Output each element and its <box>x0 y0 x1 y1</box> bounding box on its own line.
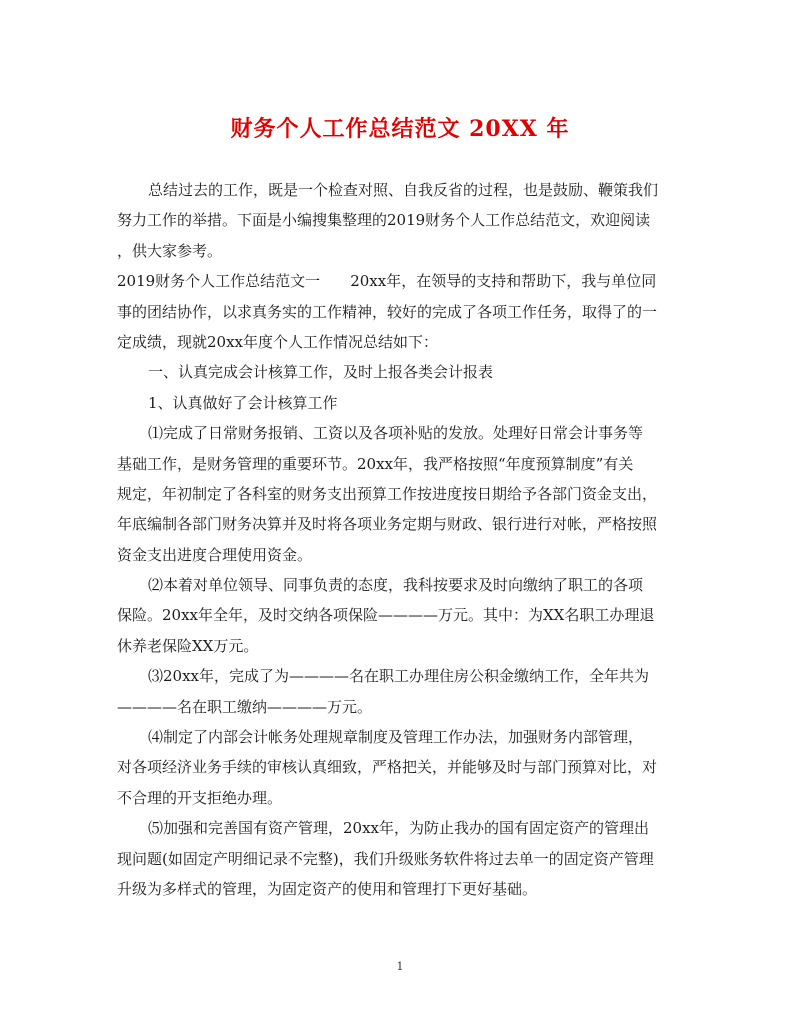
paragraph-line: 基础工作，是财务管理的重要环节。20xx年，我严格按照“年度预算制度”有关 <box>117 454 634 473</box>
paragraph-line: ⑷制定了内部会计帐务处理规章制度及管理工作办法，加强财务内部管理， <box>148 728 644 747</box>
paragraph-line: 升级为多样式的管理，为固定资产的使用和管理打下更好基础。 <box>117 879 538 898</box>
paragraph-line: 事的团结协作，以求真务实的工作精神，较好的完成了各项工作任务，取得了的一 <box>117 302 658 321</box>
paragraph-line: ⑸加强和完善国有资产管理，20xx年，为防止我办的国有固定资产的管理出 <box>148 819 650 838</box>
section-heading: 一、认真完成会计核算工作，及时上报各类会计报表 <box>148 363 494 382</box>
paragraph-line: ⑵本着对单位领导、同事负责的态度，我科按要求及时向缴纳了职工的各项 <box>148 576 644 595</box>
paragraph-line: 努力工作的举措。下面是小编搜集整理的2019财务个人工作总结范文，欢迎阅读 <box>117 211 651 230</box>
paragraph-line: ，供大家参考。 <box>117 241 223 260</box>
page-title: 财务个人工作总结范文 20XX 年 <box>230 116 570 142</box>
paragraph-line: 现问题(如固定产明细记录不完整)，我们升级账务软件将过去单一的固定资产管理 <box>117 849 654 868</box>
paragraph-line: 资金支出进度合理使用资金。 <box>117 545 313 564</box>
section-heading: 2019财务个人工作总结范文一 <box>117 272 321 291</box>
paragraph-line: 定成绩，现就20xx年度个人工作情况总结如下： <box>117 332 439 351</box>
subsection-heading: 1、认真做好了会计核算工作 <box>148 393 338 412</box>
paragraph-line <box>117 266 685 296</box>
paragraph-line: ————名在职工缴纳————万元。 <box>117 697 373 716</box>
paragraph-line: 年底编制各部门财务决算并及时将各项业务定期与财政、银行进行对帐，严格按照 <box>117 515 658 534</box>
paragraph-line: ⑴完成了日常财务报销、工资以及各项补贴的发放。处理好日常会计事务等 <box>148 424 644 443</box>
paragraph-line: 不合理的开支拒绝办理。 <box>117 788 283 807</box>
paragraph-line: 规定，年初制定了各科室的财务支出预算工作按进度按日期给予各部门资金支出， <box>117 484 658 503</box>
paragraph-line: 休养老保险XX万元。 <box>117 636 259 655</box>
paragraph-line: 对各项经济业务手续的审核认真细致，严格把关，并能够及时与部门预算对比，对 <box>117 758 658 777</box>
document-body <box>117 175 685 904</box>
paragraph-line: 总结过去的工作，既是一个检查对照、自我反省的过程，也是鼓励、鞭策我们 <box>148 181 659 199</box>
paragraph-text: 20xx年，在领导的支持和帮助下，我与单位同 <box>350 272 657 291</box>
paragraph-line: ⑶20xx年，完成了为————名在职工办理住房公积金缴纳工作，全年共为 <box>148 667 650 686</box>
page-number: 1 <box>396 960 404 973</box>
paragraph-line: 保险。20xx年全年，及时交纳各项保险————万元。其中：为XX名职工办理退 <box>117 606 655 625</box>
